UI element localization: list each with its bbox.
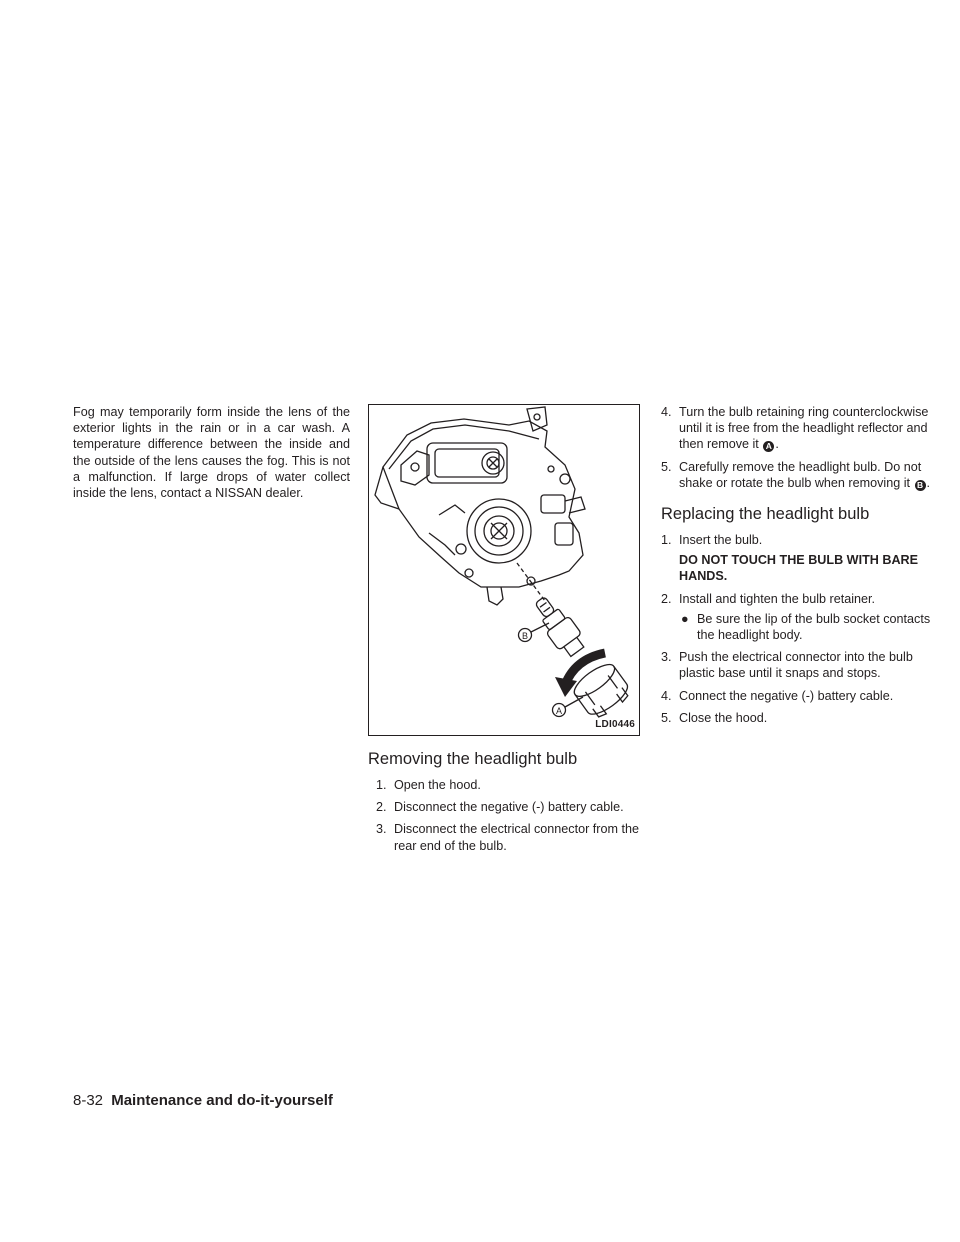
callout-a-marker: A [763, 441, 774, 452]
bullet-icon: ● [681, 611, 689, 626]
removing-step: 5. Carefully remove the headlight bulb. Do not shake or rotate the bulb when removing it B . [661, 459, 931, 490]
headlight-assembly-drawing [369, 405, 639, 735]
callout-b-label: B [521, 631, 529, 641]
replacing-heading: Replacing the headlight bulb [661, 505, 870, 524]
callout-a-label: A [555, 706, 563, 716]
removing-steps [368, 777, 640, 854]
removing-step: 2. Disconnect the negative (-) battery cable. [376, 800, 624, 815]
replacing-step: 2. Install and tighten the bulb retainer. ● Be sure the lip of the bulb socket contacts the headlight body. [661, 591, 937, 644]
middle-column [368, 404, 640, 860]
page-footer [73, 1092, 333, 1109]
replacing-step: 3. Push the electrical connector into the bulb plastic base until it snaps and stops. [661, 650, 913, 681]
removing-step: 3. Disconnect the electrical connector from the rear end of the bulb. [376, 822, 639, 853]
replacing-step: 4. Connect the negative (-) battery cable. [661, 688, 894, 703]
replacing-step: 1. Insert the bulb. DO NOT TOUCH THE BULB WITH BARE HANDS. [661, 532, 937, 585]
section-title: Maintenance and do-it-yourself [111, 1092, 333, 1109]
replacing-step: 5. Close the hood. [661, 710, 768, 725]
figure-code: LDI0446 [595, 718, 635, 730]
replacing-steps [661, 532, 937, 726]
left-column [73, 404, 350, 501]
headlight-illustration [368, 404, 640, 736]
removing-steps-continued [661, 404, 937, 491]
right-column [661, 404, 937, 732]
intro-paragraph: Fog may temporarily form inside the lens of the exterior lights in the rain or in a car wash. A temperature difference between the inside and the outside of the lens causes the fog. This is not a malfunction. If large drops of water collect inside the lens, contact a NISSAN dealer. [73, 405, 350, 501]
callout-b-marker: B [915, 480, 926, 491]
removing-step: 1. Open the hood. [376, 778, 481, 792]
removing-heading: Removing the headlight bulb [368, 750, 578, 768]
bullet-item: ● Be sure the lip of the bulb socket contacts the headlight body. [681, 611, 931, 643]
removing-step: 4. Turn the bulb retaining ring counterclockwise until it is free from the headlight reflector and then remove it A . [661, 405, 929, 452]
warning-text: DO NOT TOUCH THE BULB WITH BARE HANDS. [679, 553, 919, 584]
page-number: 8-32 [73, 1092, 104, 1109]
